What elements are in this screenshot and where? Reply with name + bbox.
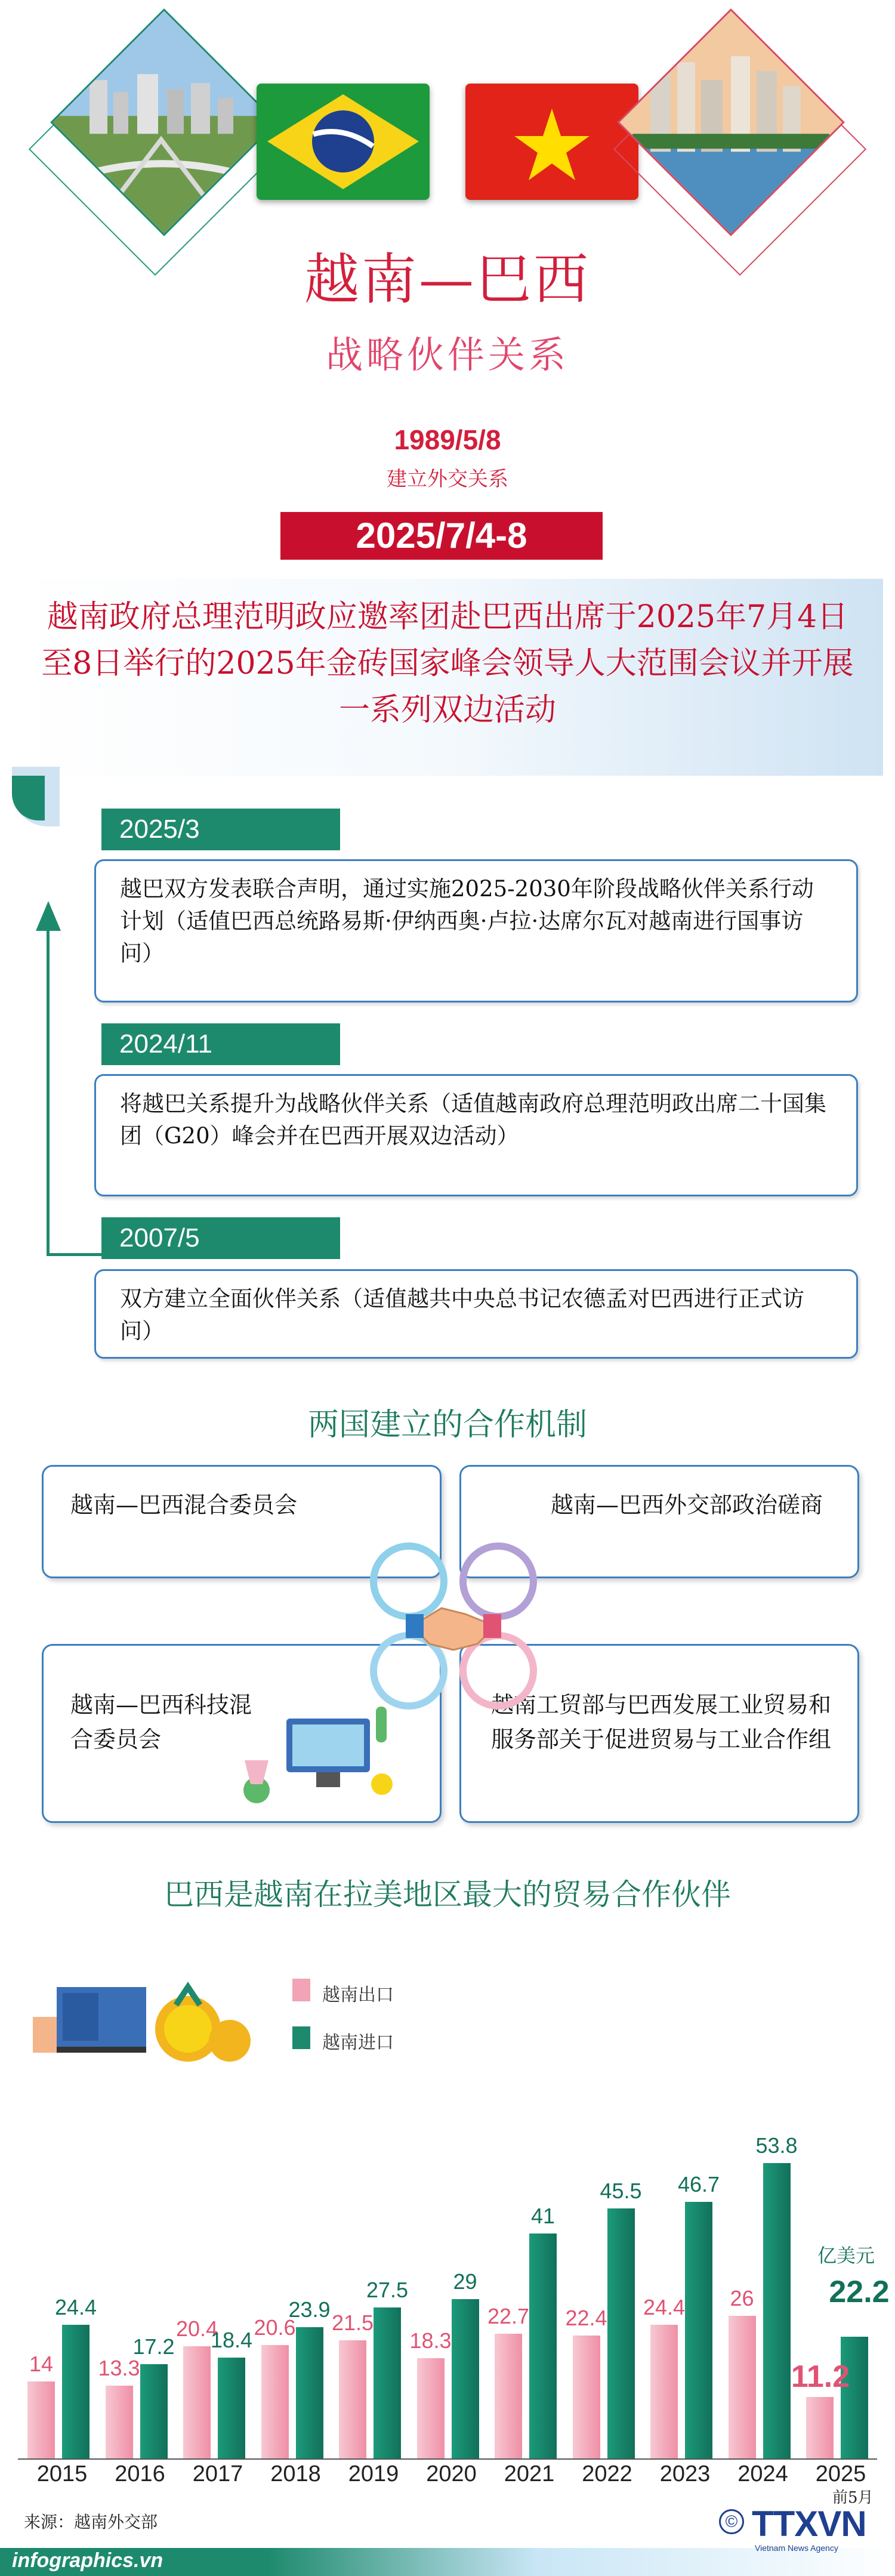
page-subtitle: 战略伙伴关系 (325, 333, 569, 377)
timeline-text-2007: 双方建立全面伙伴关系（适值越共中央总书记农德孟对巴西进行正式访问） (120, 1286, 804, 1344)
bar-group-2019 (329, 1719, 418, 2458)
mechanism-text-3: 越南—巴西科技混合委员会 (70, 1692, 252, 1753)
x-tick-2016: 2016 (115, 2461, 165, 2486)
agency-subtitle: Vietnam News Agency (755, 2543, 838, 2553)
timeline-arrow-icon (36, 901, 61, 931)
bar-group-2015 (18, 1719, 106, 2458)
import-value-2019: 27.5 (366, 2278, 409, 2302)
import-bar-2023 (685, 2202, 712, 2458)
x-tick-2015: 2015 (36, 2461, 88, 2486)
x-tick-2020: 2020 (426, 2461, 477, 2486)
export-bar-2015 (27, 2381, 55, 2458)
timeline-text-2025: 越巴双方发表联合声明，通过实施2025-2030年阶段战略伙伴关系行动计划（适值巴西总统路易斯·伊纳西奥·卢拉·达席尔瓦对越南进行国事访问） (120, 876, 814, 966)
export-bar-2020 (417, 2358, 445, 2458)
bar-group-2017 (174, 1719, 262, 2458)
import-bar-2021 (529, 2233, 557, 2458)
visit-description: 越南政府总理范明政应邀率团赴巴西出席于2025年7月4日至8日举行的2025年金砖国家峰会领导人大范围会议并开展一系列双边活动 (41, 599, 854, 728)
chart-baseline (18, 2458, 877, 2460)
import-bar-2019 (374, 2307, 401, 2458)
import-bar-2022 (607, 2208, 635, 2458)
x-tick-2023: 2023 (659, 2461, 711, 2486)
export-bar-2019 (339, 2340, 366, 2458)
x-tick-2019: 2019 (348, 2461, 399, 2486)
import-value-2025: 22.2 (829, 2274, 890, 2309)
established-date: 1989/5/8 (394, 424, 501, 455)
export-bar-2024 (729, 2316, 756, 2458)
timeline-date-2024: 2024/11 (101, 1023, 340, 1065)
import-value-2017: 18.4 (210, 2327, 253, 2352)
import-bar-2020 (452, 2299, 479, 2458)
timeline-text-2024: 将越巴关系提升为战略伙伴关系（适值越南政府总理范明政出席二十国集团（G20）峰会并在巴西开展双边活动） (120, 1091, 826, 1149)
handshake-icon (406, 1596, 501, 1656)
export-bar-2017 (183, 2346, 211, 2458)
import-value-2022: 45.5 (600, 2179, 642, 2204)
x-tick-2021: 2021 (504, 2461, 555, 2486)
import-value-2015: 24.4 (54, 2294, 97, 2319)
import-value-2024: 53.8 (755, 2133, 798, 2158)
import-bar-2018 (296, 2327, 323, 2458)
x-tick-2025: 2025 (815, 2461, 866, 2486)
legend-import-label: 越南进口 (322, 2032, 394, 2053)
import-bar-2024 (763, 2163, 791, 2458)
bar-group-2022 (563, 1719, 652, 2458)
bar-group-2018 (252, 1719, 340, 2458)
export-value-2016: 13.3 (98, 2355, 140, 2380)
copyright-icon: © (719, 2509, 744, 2534)
legend-export-label: 越南出口 (322, 1985, 394, 2006)
footer-site: infographics.vn (12, 2549, 163, 2572)
import-value-2016: 17.2 (132, 2334, 175, 2359)
mechanisms-title: 两国建立的合作机制 (307, 1407, 587, 1443)
import-bar-2025 (841, 2337, 868, 2458)
page-title: 越南—巴西 (304, 248, 591, 311)
x-tick-2018: 2018 (270, 2461, 321, 2486)
source-label: 来源：越南外交部 (24, 2512, 158, 2532)
export-bar-2016 (106, 2386, 133, 2458)
timeline-date-2025: 2025/3 (101, 809, 340, 850)
timeline-card-2024 (94, 1074, 858, 1196)
mechanism-text-2: 越南—巴西外交部政治磋商 (551, 1492, 823, 1518)
trade-title: 巴西是越南在拉美地区最大的贸易合作伙伴 (164, 1877, 731, 1912)
bar-group-2024 (719, 1719, 807, 2458)
import-value-2023: 46.7 (677, 2172, 720, 2197)
vietnam-flag-icon (465, 84, 638, 200)
import-bar-2015 (62, 2325, 90, 2458)
visit-dates-banner: 2025/7/4-8 (280, 512, 603, 560)
export-value-2023: 24.4 (643, 2294, 686, 2319)
timeline-line (47, 922, 50, 1256)
export-value-2025: 11.2 (791, 2359, 850, 2394)
cooperation-clover-icon (358, 1531, 549, 1722)
x-tick-2017: 2017 (192, 2461, 243, 2486)
agency-logo: TTXVN (752, 2504, 866, 2544)
x-tick-2022: 2022 (582, 2461, 632, 2486)
bar-group-2021 (485, 1719, 573, 2458)
import-value-2018: 23.9 (288, 2297, 331, 2322)
export-value-2018: 20.6 (254, 2315, 296, 2340)
export-value-2024: 26 (730, 2285, 754, 2310)
import-bar-2016 (140, 2364, 168, 2458)
export-bar-2022 (573, 2336, 600, 2458)
export-value-2017: 20.4 (175, 2316, 218, 2341)
timeline-date-2007: 2007/5 (101, 1217, 340, 1259)
note-2025: 前5月 (832, 2489, 874, 2507)
export-bar-2018 (261, 2345, 289, 2458)
import-bar-2017 (218, 2358, 245, 2458)
bar-group-2016 (96, 1719, 184, 2458)
export-bar-2023 (650, 2325, 678, 2458)
mechanism-text-1: 越南—巴西混合委员会 (70, 1492, 298, 1518)
ribbon-curl-accent (12, 776, 45, 820)
import-value-2020: 29 (453, 2269, 477, 2294)
timeline-card-2025 (94, 859, 858, 1002)
export-value-2019: 21.5 (331, 2310, 374, 2336)
export-value-2020: 18.3 (409, 2328, 452, 2353)
import-value-2021: 41 (530, 2203, 555, 2228)
x-tick-2024: 2024 (737, 2461, 788, 2486)
bar-group-2025 (791, 1719, 890, 2458)
bar-group-2023 (641, 1719, 729, 2458)
export-value-2022: 22.4 (565, 2305, 607, 2330)
mechanism-text-4: 越南工贸部与巴西发展工业贸易和服务部关于促进贸易与工业合作组 (491, 1692, 832, 1753)
export-value-2021: 22.7 (487, 2304, 530, 2329)
export-value-2015: 14 (29, 2352, 54, 2377)
unit-label: 亿美元 (817, 2244, 875, 2267)
export-bar-2025 (806, 2397, 834, 2458)
established-label: 建立外交关系 (387, 467, 508, 491)
timeline-card-2007 (94, 1269, 858, 1359)
export-bar-2021 (495, 2334, 522, 2458)
brazil-flag-icon (257, 84, 430, 200)
bar-group-2020 (408, 1719, 496, 2458)
